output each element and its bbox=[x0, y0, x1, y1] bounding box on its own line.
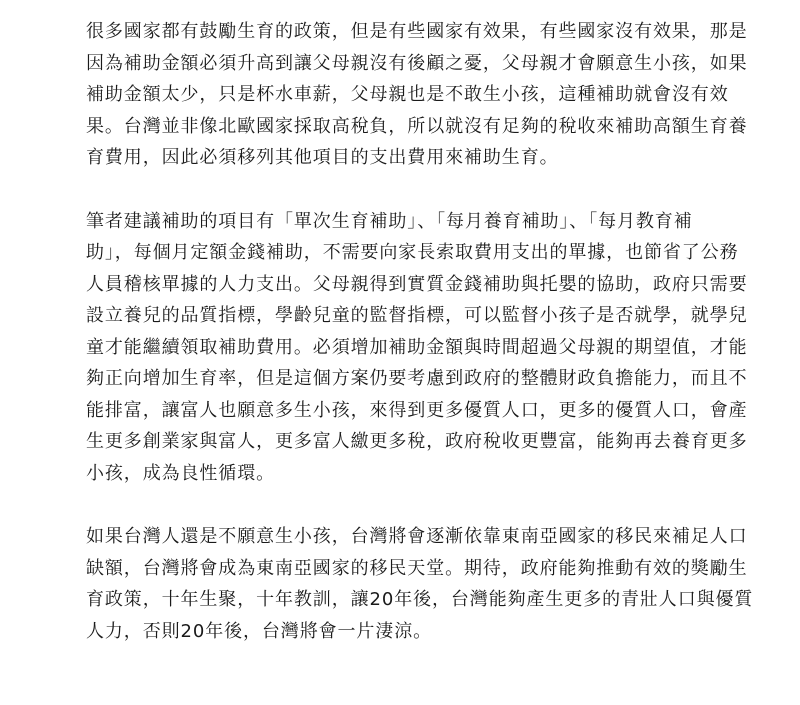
text-line: 小孩，成為良性循環。 bbox=[86, 462, 275, 484]
text-line: 人員稽核單據的人力支出。父母親得到實質金錢補助與托嬰的協助，政府只需要 bbox=[86, 273, 748, 295]
text-line: 設立養兒的品質指標，學齡兒童的監督指標，可以監督小孩子是否就學，就學兒 bbox=[86, 305, 748, 326]
text-line: 育費用，因此必須移列其他項目的支出費用來補助生育。 bbox=[86, 147, 559, 168]
article-body bbox=[86, 16, 756, 647]
text-line: 育政策，十年生聚，十年教訓，讓20年後，台灣能夠產生更多的青壯人口與優質 bbox=[86, 589, 754, 610]
text-line: 如果台灣人還是不願意生小孩，台灣將會逐漸依靠東南亞國家的移民來補足人口 bbox=[86, 526, 748, 547]
paragraph-conclusion bbox=[86, 521, 756, 647]
text-line: 助」，每個月定額金錢補助，不需要向家長索取費用支出的單據，也節省了公務 bbox=[86, 242, 739, 263]
text-line: 童才能繼續領取補助費用。必須增加補助金額與時間超過父母親的期望值，才能 bbox=[86, 336, 748, 358]
text-line: 人力，否則20年後，台灣將會一片淒涼。 bbox=[86, 620, 433, 642]
text-line: 因為補助金額必須升高到讓父母親沒有後顧之憂，父母親才會願意生小孩，如果 bbox=[86, 52, 748, 74]
text-line: 夠正向增加生育率，但是這個方案仍要考慮到政府的整體財政負擔能力，而且不 bbox=[86, 368, 748, 389]
text-line: 補助金額太少，只是杯水車薪，父母親也是不敢生小孩，這種補助就會沒有效 bbox=[86, 84, 729, 105]
paragraph-subsidy-proposal bbox=[86, 206, 756, 490]
text-line: 很多國家都有鼓勵生育的政策，但是有些國家有效果，有些國家沒有效果，那是 bbox=[86, 21, 748, 42]
text-line: 缺額，台灣將會成為東南亞國家的移民天堂。期待，政府能夠推動有效的獎勵生 bbox=[86, 557, 748, 579]
text-line: 果。台灣並非像北歐國家採取高稅負，所以就沒有足夠的稅收來補助高額生育養 bbox=[86, 115, 748, 137]
text-line: 生更多創業家與富人，更多富人繳更多稅，政府稅收更豐富，能夠再去養育更多 bbox=[86, 431, 748, 452]
paragraph-subsidy-context bbox=[86, 16, 756, 174]
text-line: 筆者建議補助的項目有「單次生育補助」、「每月養育補助」、「每月教育補 bbox=[86, 210, 693, 232]
text-line: 能排富，讓富人也願意多生小孩，來得到更多優質人口，更多的優質人口，會產 bbox=[86, 399, 748, 421]
